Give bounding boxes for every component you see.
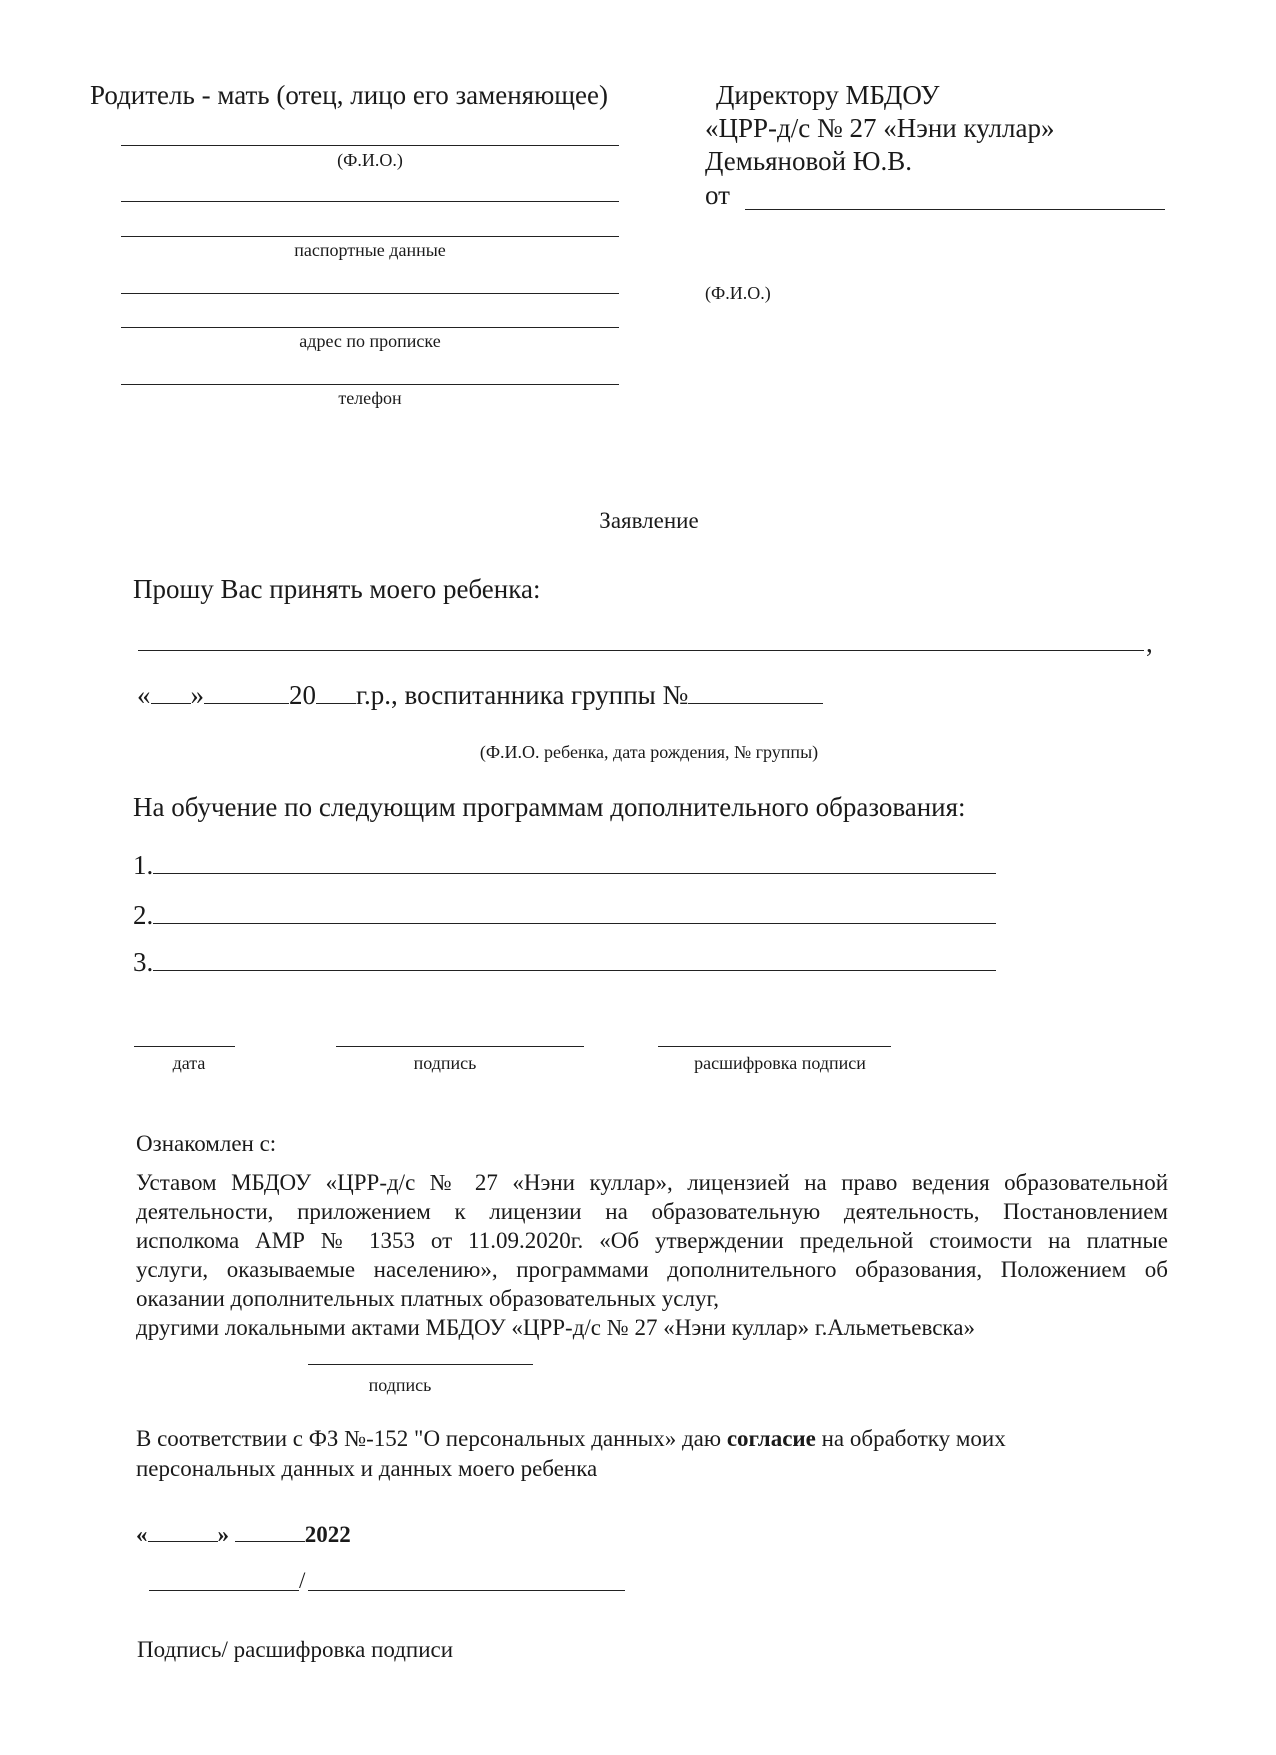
quote-close: » [190, 680, 204, 710]
day-field[interactable] [151, 676, 191, 704]
year-prefix: 20 [289, 680, 316, 710]
consent-date [136, 1518, 351, 1548]
ack-line: услуги, оказываемые населению», программами дополнительного образования, Положением об [136, 1257, 1168, 1282]
program-item-3 [133, 943, 996, 978]
quote-open: « [136, 1522, 148, 1547]
phone-label: телефон [338, 388, 402, 408]
request-text: Прошу Вас принять моего ребенка: [133, 574, 541, 604]
child-info-line[interactable] [138, 650, 1144, 651]
consent-part: В соответствии с ФЗ №-152 "О персональных данных» даю [136, 1426, 727, 1451]
month-field[interactable] [204, 676, 289, 704]
year-field[interactable] [316, 676, 356, 704]
program-field[interactable] [153, 896, 996, 924]
child-info-hint: (Ф.И.О. ребенка, дата рождения, № группы) [479, 742, 819, 762]
from-label: от [705, 180, 730, 210]
passport-line-1[interactable] [121, 201, 619, 202]
addressee-line-2: «ЦРР-д/с № 27 «Нэни куллар» [705, 113, 1055, 143]
consent-year: 2022 [304, 1522, 351, 1547]
phone-line[interactable] [121, 384, 619, 385]
consent-bold: согласие [726, 1426, 816, 1451]
ack-line: оказании дополнительных платных образовательных услуг, [136, 1286, 720, 1311]
ack-signature-label: подпись [368, 1375, 432, 1395]
ack-line: другими локальными актами МБДОУ «ЦРР-д/с № 27 «Нэни куллар» г.Альметьевска» [136, 1315, 975, 1340]
program-field[interactable] [153, 846, 996, 874]
program-item-2 [133, 896, 996, 931]
program-number: 3. [133, 947, 154, 977]
birth-date-row [137, 676, 823, 711]
document-title: Заявление [599, 508, 699, 533]
comma: , [1146, 628, 1153, 658]
address-line-1[interactable] [121, 293, 619, 294]
address-label: адрес по прописке [299, 331, 441, 351]
parent-fio-line[interactable] [121, 145, 619, 146]
addressee-line-1: Директору МБДОУ [716, 80, 940, 110]
group-text: г.р., воспитанника группы № [356, 680, 689, 710]
fio-label: (Ф.И.О.) [337, 150, 403, 170]
from-fio-label: (Ф.И.О.) [705, 283, 771, 303]
quote-close: » [217, 1522, 229, 1547]
ack-signature-line[interactable] [308, 1364, 533, 1365]
consent-line-2: персональных данных и данных моего ребенка [136, 1456, 598, 1481]
acknowledgement-text [136, 1168, 1168, 1342]
program-number: 1. [133, 850, 154, 880]
consent-part: на обработку моих [815, 1426, 1006, 1451]
from-fio-line[interactable] [745, 209, 1165, 210]
programs-heading: На обучение по следующим программам дополнительного образования: [133, 792, 966, 822]
consent-footer-label: Подпись/ расшифровка подписи [137, 1637, 454, 1662]
date-line[interactable] [134, 1046, 235, 1047]
passport-label: паспортные данные [294, 240, 446, 260]
consent-signature-line[interactable] [149, 1590, 299, 1591]
consent-day-field[interactable] [148, 1518, 218, 1542]
program-number: 2. [133, 900, 154, 930]
decoding-line[interactable] [658, 1046, 891, 1047]
date-label: дата [172, 1053, 206, 1073]
ack-line: исполкома АМР № 1353 от 11.09.2020г. «Об утверждении предельной стоимости на платные [136, 1228, 1168, 1253]
program-field[interactable] [153, 943, 996, 971]
decoding-label: расшифровка подписи [694, 1053, 866, 1073]
signature-line[interactable] [336, 1046, 584, 1047]
program-item-1 [133, 846, 996, 881]
consent-text [136, 1426, 1006, 1452]
slash: / [299, 1568, 306, 1593]
passport-line-2[interactable] [121, 236, 619, 237]
signature-label: подпись [413, 1053, 477, 1073]
addressee-line-3: Демьяновой Ю.В. [705, 146, 913, 176]
address-line-2[interactable] [121, 327, 619, 328]
ack-line: Уставом МБДОУ «ЦРР-д/с № 27 «Нэни куллар», лицензией на право ведения образовательной [136, 1170, 1168, 1195]
consent-month-field[interactable] [235, 1518, 305, 1542]
ack-line: деятельности, приложением к лицензии на образовательную деятельность, Постановлением [136, 1199, 1168, 1224]
consent-decoding-line[interactable] [308, 1590, 625, 1591]
group-field[interactable] [688, 676, 823, 704]
parent-heading: Родитель - мать (отец, лицо его заменяющее) [90, 80, 608, 110]
acknowledgement-heading: Ознакомлен с: [136, 1131, 277, 1156]
quote-open: « [137, 680, 151, 710]
